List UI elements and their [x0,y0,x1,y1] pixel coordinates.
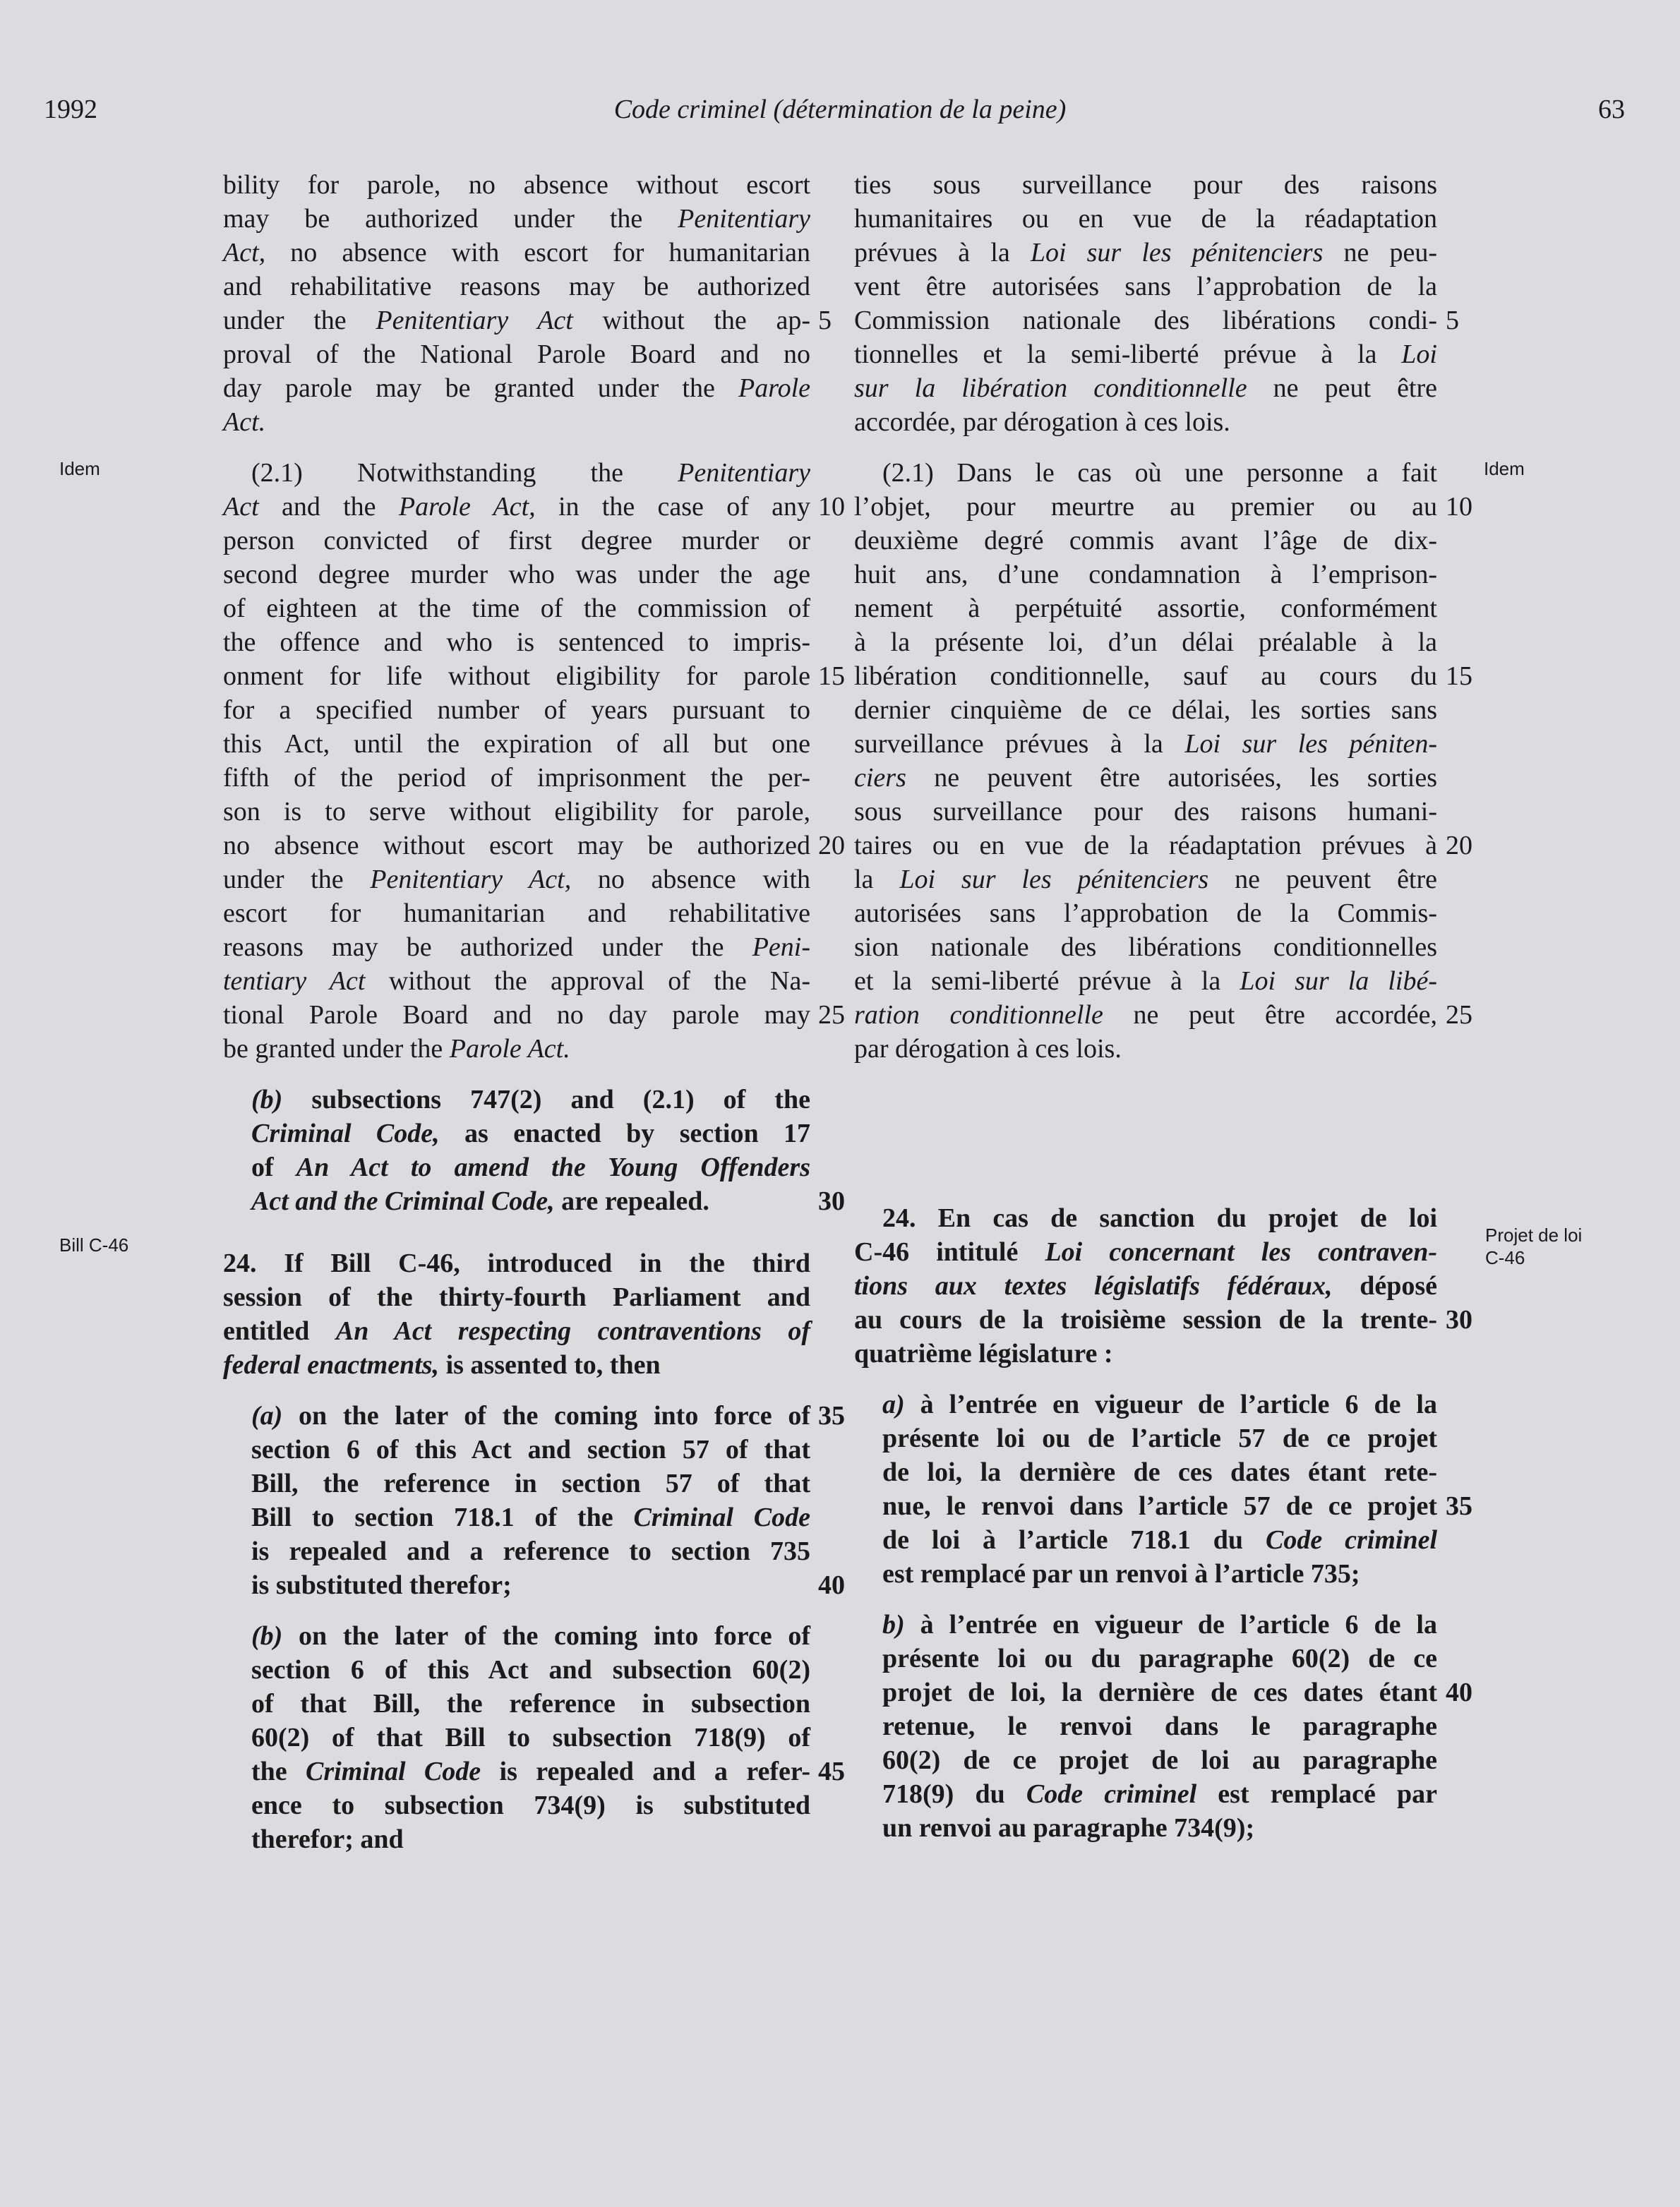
line-number: 5 [818,306,832,335]
text-line: (2.1) Notwithstanding the Penitentiary [251,458,811,488]
text-line: Bill to section 718.1 of the Criminal Code [251,1503,810,1532]
text-line: federal enactments, is assented to, then [223,1350,661,1380]
text-line: section 6 of this Act and subsection 60(2) [251,1655,810,1685]
text-line: tional Parole Board and no day parole may 25 [223,998,810,1032]
text-line: bility for parole, no absence without escort [223,170,810,200]
running-year: 1992 [44,95,97,124]
text-line: and rehabilitative reasons may be authorized [223,272,810,301]
text-line: Commission nationale des libérations condi- 5 [854,303,1437,337]
text-line: est remplacé par un renvoi à l’article 735; [882,1559,1360,1589]
text-line: sion nationale des libérations conditionnelles [854,932,1437,962]
line-number: 25 [818,1000,845,1030]
text-line: prévues à la Loi sur les pénitenciers ne peu- [854,238,1438,267]
text-line: projet de loi, la dernière de ces dates étant 40 [854,1676,1437,1709]
text-line: 60(2) of that Bill to subsection 718(9) of [251,1723,810,1752]
text-line: dernier cinquième de ce délai, les sorties sans [854,695,1437,725]
line-number: 30 [818,1186,845,1216]
text-line: quatrième législature : [854,1339,1113,1369]
text-line: is repealed and a reference to section 735 [251,1537,810,1566]
text-line: Act and the Criminal Code, are repealed. 30 [223,1184,810,1218]
text-line: proval of the National Parole Board and no [223,339,810,369]
text-line: entitled An Act respecting contraventions of [223,1316,811,1346]
text-line: deuxième degré commis avant l’âge de dix- [854,526,1437,555]
text-line: under the Penitentiary Act without the ap- 5 [223,303,810,337]
text-line: for a specified number of years pursuant to [223,695,810,725]
margin-note-bill-left: Bill C-46 [59,1234,129,1256]
text-line: nement à perpétuité assortie, conformément [854,594,1437,623]
text-line: retenue, le renvoi dans le paragraphe [882,1712,1437,1741]
line-number: 15 [1446,661,1472,691]
text-line: reasons may be authorized under the Peni- [223,932,810,962]
margin-note-idem-right: Idem [1484,458,1525,479]
text-line: de loi, la dernière de ces dates étant rete- [882,1457,1437,1487]
text-line: (a) on the later of the coming into force of 35 [223,1399,810,1433]
text-line: under the Penitentiary Act, no absence with [223,865,811,894]
text-line: therefor; and [251,1824,404,1854]
text-line: accordée, par dérogation à ces lois. [854,407,1230,437]
line-number: 20 [818,831,845,860]
text-line: 24. If Bill C-46, introduced in the third [223,1249,810,1278]
line-number: 5 [1446,306,1459,335]
text-line: 24. En cas de sanction du projet de loi [882,1203,1437,1233]
line-number: 25 [1446,1000,1472,1030]
text-line: of An Act to amend the Young Offenders [251,1153,810,1182]
text-line: is substituted therefor; 40 [223,1568,810,1602]
text-line: be granted under the Parole Act. [223,1034,570,1064]
text-line: vent être autorisées sans l’approbation de la [854,272,1437,301]
text-line: second degree murder who was under the age [223,560,810,589]
text-line: section 6 of this Act and section 57 of that [251,1435,810,1465]
text-line: Bill, the reference in section 57 of that [251,1469,810,1498]
text-line: the offence and who is sentenced to impris- [223,627,810,657]
text-line: nue, le renvoi dans l’article 57 de ce projet 35 [854,1489,1437,1523]
line-number: 20 [1446,831,1472,860]
margin-note-idem-left: Idem [59,458,100,479]
line-number: 30 [1446,1305,1472,1335]
french-column [854,168,1472,1845]
text-line: tentiary Act without the approval of the Na- [223,966,811,996]
text-line: the Criminal Code is repealed and a refer- 45 [223,1755,810,1788]
text-line: à la présente loi, d’un délai préalable à la [854,627,1437,657]
text-line: b) à l’entrée en vigueur de l’article 6 de la [882,1610,1437,1640]
text-line: of eighteen at the time of the commission of [223,594,810,623]
text-line: au cours de la troisième session de la trente- 30 [854,1303,1437,1337]
text-line: of that Bill, the reference in subsection [251,1689,810,1719]
text-line: a) à l’entrée en vigueur de l’article 6 de la [882,1390,1437,1419]
line-number: 40 [1446,1678,1472,1707]
text-line: (2.1) Dans le cas où une personne a fait [882,458,1437,488]
text-line: person convicted of first degree murder or [223,526,810,555]
text-line: ciers ne peuvent être autorisées, les sorties [854,763,1437,793]
line-number: 35 [1446,1491,1472,1521]
text-line: tionnelles et la semi-liberté prévue à la Loi [854,339,1437,369]
text-line: day parole may be granted under the Parole [223,373,810,403]
text-line: no absence without escort may be authorized 20 [223,829,810,862]
text-line: Act and the Parole Act, in the case of any 10 [223,490,810,524]
text-line: présente loi ou du paragraphe 60(2) de ce [882,1644,1437,1673]
text-line: fifth of the period of imprisonment the per- [223,763,810,793]
text-line: escort for humanitarian and rehabilitative [223,898,810,928]
text-line: humanitaires ou en vue de la réadaptation [854,204,1437,234]
text-line: Criminal Code, as enacted by section 17 [251,1119,811,1148]
line-number: 10 [1446,492,1472,522]
text-line: (b) on the later of the coming into force of [251,1621,810,1651]
text-line: son is to serve without eligibility for parole, [223,797,810,826]
text-line: autorisées sans l’approbation de la Commis- [854,898,1437,928]
text-line: 718(9) du Code criminel est remplacé par [882,1779,1438,1809]
line-number: 10 [818,492,845,522]
text-line: libération conditionnelle, sauf au cours du 15 [854,659,1437,693]
line-number: 35 [818,1401,845,1431]
text-line: tions aux textes législatifs fédéraux, déposé [854,1271,1438,1301]
line-number: 15 [818,661,845,691]
text-line: Act, no absence with escort for humanitarian [223,238,810,267]
text-line: surveillance prévues à la Loi sur les péniten- [854,729,1438,759]
text-line: présente loi ou de l’article 57 de ce projet [882,1424,1437,1453]
text-line: ration conditionnelle ne peut être accordée, 25 [854,998,1437,1032]
text-line: may be authorized under the Penitentiary [223,204,811,234]
text-line: de loi à l’article 718.1 du Code criminel [882,1525,1437,1555]
text-line: C-46 intitulé Loi concernant les contraven- [854,1237,1437,1267]
text-line: sur la libération conditionnelle ne peut être [854,373,1438,403]
line-number: 45 [818,1757,845,1786]
text-line: la Loi sur les pénitenciers ne peuvent être [854,865,1438,894]
text-line: (b) subsections 747(2) and (2.1) of the [251,1085,810,1114]
text-line: sous surveillance pour des raisons humani- [854,797,1437,826]
text-line: l’objet, pour meurtre au premier ou au 10 [854,490,1437,524]
text-line: par dérogation à ces lois. [854,1034,1122,1064]
text-line: session of the thirty-fourth Parliament and [223,1282,810,1312]
text-line: huit ans, d’une condamnation à l’emprison- [854,560,1437,589]
margin-note-bill-right: Projet de loi C-46 [1485,1225,1583,1268]
text-line: et la semi-liberté prévue à la Loi sur la libé- [854,966,1437,996]
text-line: onment for life without eligibility for parole 15 [223,659,810,693]
text-line: this Act, until the expiration of all but one [223,729,810,759]
page-number: 63 [1598,95,1625,124]
english-column [223,168,845,1856]
text-line: un renvoi au paragraphe 734(9); [882,1813,1255,1843]
line-number: 40 [818,1570,845,1600]
text-line: taires ou en vue de la réadaptation prévues à 20 [854,829,1437,862]
text-line: 60(2) de ce projet de loi au paragraphe [882,1745,1437,1775]
text-line: Act. [223,407,266,437]
text-line: ties sous surveillance pour des raisons [854,170,1437,200]
text-line: ence to subsection 734(9) is substituted [251,1791,810,1820]
running-title: Code criminel (détermination de la peine) [613,95,1067,124]
